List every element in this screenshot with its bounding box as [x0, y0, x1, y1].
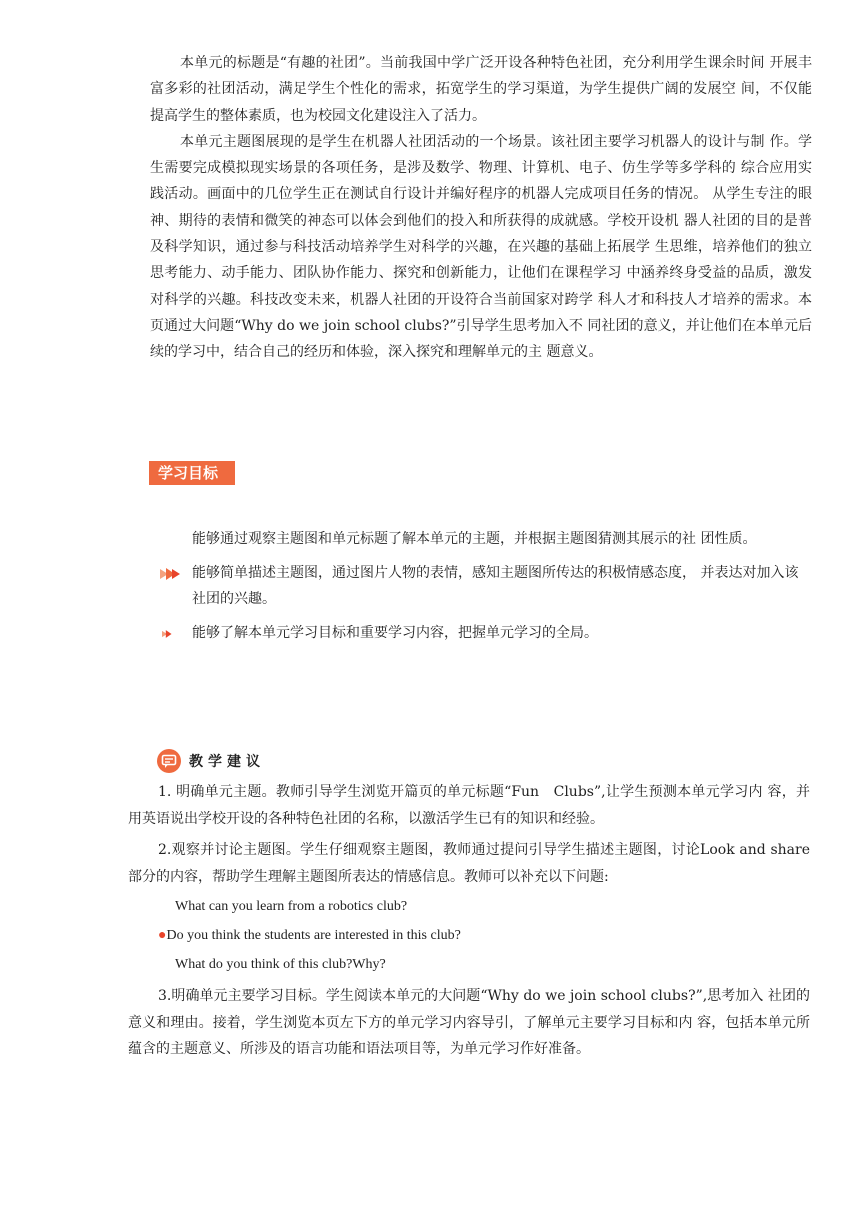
- red-dot-bullet: ●: [158, 928, 167, 943]
- objective-item: [160, 526, 800, 552]
- advice-paragraph-3: 3.明确单元主要学习目标。学生阅读本单元的大问题“Why do we join school clubs?”,思考加入 社团的意义和理由。接着，学生浏览本页左下方的单元学习内容导引，了解单元主要学习目标和内 容，包括本单元所蕴含的主题意义、所涉及的语言功能和语法项目等，为单元学习作好准备。: [128, 988, 810, 1057]
- advice-text: [128, 779, 810, 1063]
- objective-text: 能够通过观察主题图和单元标题了解本单元的主题，并根据主题图猜测其展示的社 团性质。: [192, 531, 757, 547]
- advice-paragraph-1: 1. 明确单元主题。教师引导学生浏览开篇页的单元标题“Fun Clubs”,让学生预测本单元学习内 容，并用英语说出学校开设的各种特色社团的名称，以激活学生已有的知识和经验。: [128, 784, 810, 827]
- question-2: [128, 921, 810, 950]
- arrow-bullet-icon: [160, 568, 182, 580]
- objective-item: [160, 560, 800, 612]
- objective-text: 能够简单描述主题图，通过图片人物的表情，感知主题图所传达的积极情感态度， 并表达对加入该社团的兴趣。: [192, 565, 799, 607]
- intro-paragraph-2: 本单元主题图展现的是学生在机器人社团活动的一个场景。该社团主要学习机器人的设计与制 作。学生需要完成模拟现实场景的各项任务，是涉及数学、物理、计算机、电子、仿生学等多学科的 综合应用实践活动。画面中的几位学生正在测试自行设计并编好程序的机器人完成项目任务的情况。 从学生专注的眼神、期待的表情和微笑的神态可以体会到他们的投入和所获得的成就感。学校开设机 器人社团的目的是普及科学知识，通过参与科技活动培养学生对科学的兴趣，在兴趣的基础上拓展学 生思维，培养他们的独立思考能力、动手能力、团队协作能力、探究和创新能力，让他们在课程学习 中涵养终身受益的品质，激发对科学的兴趣。科技改变未来，机器人社团的开设符合当前国家对跨学 科人才和科技人才培养的需求。本页通过大问题“Why do we join school clubs?”引导学生思考加入不 同社团的意义，并让他们在本单元后续的学习中，结合自己的经历和体验，深入探究和理解单元的主 题意义。: [150, 133, 812, 361]
- question-1: What can you learn from a robotics club?: [175, 899, 408, 914]
- speech-bubble-icon: [157, 749, 181, 773]
- intro-paragraph-1: 本单元的标题是“有趣的社团”。当前我国中学广泛开设各种特色社团，充分利用学生课余时间 开展丰富多彩的社团活动，满足学生个性化的需求，拓宽学生的学习渠道，为学生提供广阔的发展空 间，不仅能提高学生的整体素质，也为校园文化建设注入了活力。: [150, 55, 812, 124]
- question-3: What do you think of this club?Why?: [175, 957, 386, 972]
- advice-title: 教学建议: [189, 754, 265, 770]
- objective-item: [160, 620, 800, 646]
- objectives-heading: 学习目标: [149, 461, 235, 485]
- objectives-list: [160, 526, 800, 654]
- objective-text: 能够了解本单元学习目标和重要学习内容，把握单元学习的全局。: [192, 625, 598, 641]
- question-2-text: Do you think the students are interested in this club?: [166, 928, 461, 943]
- arrow-bullet-icon: [162, 628, 176, 640]
- intro-text: [150, 50, 812, 366]
- advice-heading: [157, 747, 265, 775]
- advice-paragraph-2: 2.观察并讨论主题图。学生仔细观察主题图，教师通过提问引导学生描述主题图，讨论Look and share部分的内容，帮助学生理解主题图所表达的情感信息。教师可以补充以下问题:: [128, 842, 810, 885]
